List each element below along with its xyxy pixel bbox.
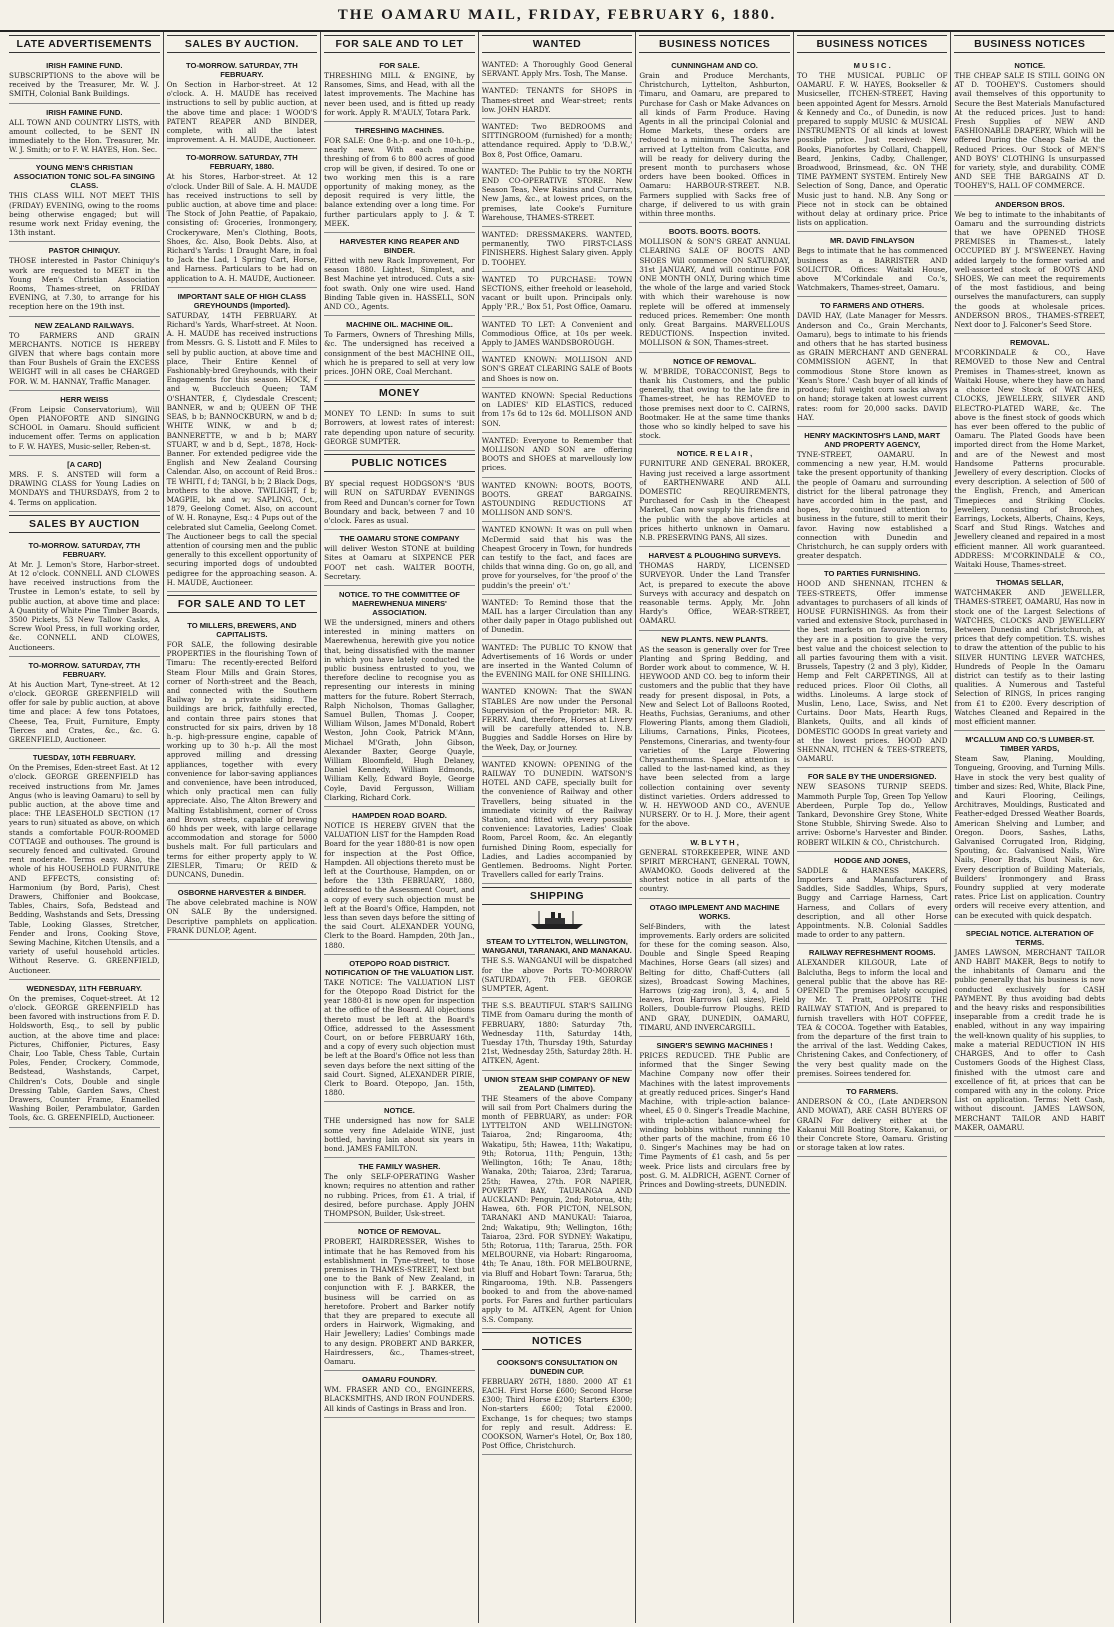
ad-body: NEW SEASONS TURNIP SEEDS. Mammoth Purple Top, Green Top Yellow Aberdeen, Purple Top do., Yellow Tankard, Devonshire Grey Stone, White Stone Stubble, Shirving Swede. Also to arrive: Osborne's Harvester and Binder. ROBERT WILKIN & CO., Christchurch. xyxy=(796,782,948,847)
advertisement xyxy=(482,478,633,523)
ad-title: TO MILLERS, BREWERS, AND CAPITALISTS. xyxy=(187,620,297,639)
section-header: BUSINESS NOTICES xyxy=(954,35,1105,53)
ad-body: WATCHMAKER AND JEWELLER, THAMES-STREET, OAMARU, Has now in stock one of the Largest Selections of WATCHES, CLOCKS AND JEWELLERY Between Dunedin and Christchurch, at prices that defy competition. T.S. wishes to draw the attention of the public to his SILVER HUNTING LEVER WATCHES, Hundreds of People In the Oamaru district can testify as to their lasting qualities. A Numerous and Tasteful Selection of RINGS, In prices ranging from £1 to £200. Every description of Watches Cleaned and Repaired in the most efficient manner. xyxy=(954,588,1106,726)
ad-body: WE the undersigned, miners and others interested in mining matters on Maerewhenua, herewith give you notice that, being dissatisfied with the manner in which you have lately conducted the public business entrusted to you, we therefore decline to recognise you as representing our interests in mining matters for the future. Robert Sterrach, Ralph Nicholson, Thomas Gallagher, Samuel Bullen, Thomas J. Cooper, William Wilson, James M'Donald, Robert Weston, John Cook, Patrick M'Ann, Michael M'Grath, John Gibson, Alexander Baxter, George Quayle, William Bloomfield, Hugh Delaney, Daniel Kennedy, William Edmonds, William Kelly, Edward Boyle, George Coyle, David Fergusson, William Clarking, Richard Cork. xyxy=(324,617,475,802)
advertisement xyxy=(954,574,1105,731)
ad-title: HARVESTER KING REAPER AND BINDER. xyxy=(339,237,460,256)
ad-title: BOOTS. BOOTS. BOOTS. xyxy=(668,227,761,237)
column-2 xyxy=(164,32,322,1623)
ad-body: Steam Saw, Planing, Moulding, Tongueing, Grooving, and Turning Mills. Have in stock the very best quality of timber and sizes: Red, White, Black Pine, and Kauri Flooring, Ceilings, Architraves, Mouldings, Rusticated and Feather-edged Dressed Weather Boards, American Shelving and Lumber, and Oregon. Doors, Sashes, Laths, Galvanised Corrugated Iron, Ridging, Spouting, &c. Galvanised Nails, Wire Nails, Floor Brads, Clout Nails, &c. Every description of Building Materials, Builders' Ironmongery and Brass Foundry supplied at very moderate rates. Price List on application. Country orders will receive every attention, and can be executed with quick despatch. xyxy=(954,754,1106,920)
ad-body: On the Premises, Eden-street East. At 12 o'clock. GEORGE GREENFIELD has received instructions from Mr. James Angus (who is leaving Oamaru) to sell by public auction, at the above time and place: THE LEASEHOLD SECTION (17 years to run) situated as above, on which stands a comfortable FOUR-ROOMED COTTAGE and outhouses. The ground is securely fenced and cultivated. Ground rent moderate. Terms easy. Also, the whole of his HOUSEHOLD FURNITURE AND EFFECTS, consisting of: Harmonium (by Bord, Paris), Chest Drawers, Chiffonier and Bookcase, Tables, Chairs, Sofa, Bedstead and Bedding, Washstands and Sets, Dressing Table, Looking Glasses, Stretcher, Fender and Irons, Cooking Stove, Sewing Machine, Kitchen Utensils, and a variety of useful household articles. Without Reserve. G. GREENFIELD, Auctioneer. xyxy=(9,763,160,975)
ad-title: NOTICE OF REMOVAL. xyxy=(673,356,757,366)
ad-title: TUESDAY, 10TH FEBRUARY. xyxy=(32,753,136,763)
advertisement xyxy=(9,391,160,456)
ad-title: IRISH FAMINE FUND. xyxy=(46,61,123,70)
ad-title: TO FARMERS. xyxy=(846,1087,899,1097)
advertisement xyxy=(324,1158,475,1223)
advertisement xyxy=(482,933,633,998)
ad-title: OTEPOPO ROAD DISTRICT. NOTIFICATION OF THE VALUATION LIST. xyxy=(325,958,474,977)
column-1 xyxy=(6,32,164,1623)
ad-title: OAMARU FOUNDRY. xyxy=(362,1375,437,1385)
ad-body: ANDERSON & CO., (Late ANDERSON AND MOWAT), ARE CASH BUYERS OF GRAIN For delivery either at the Kakanui Mill Boating Store, Kakanui, or their Concrete Store, Oamaru. Gristing or storage taken at low rates. xyxy=(796,1097,948,1153)
ad-body: At his Auction Mart, Tyne-street. At 12 o'clock. GEORGE GREENFIELD will offer for sale by public auction, at above time and place: A few tons Potatoes, Cheese, Tea, Fruit, Furniture, Empty Tierces and Crates, &c., &c. G. GREENFIELD, Auctioneer. xyxy=(9,679,160,744)
ad-body: On Section in Harbor-street. At 12 o'clock. A. H. MAUDE has received instructions to sell by public auction, at the above time and place: 1 WOOD'S PATENT REAPER AND BINDER, complete, with all the latest improvement. A. H. MAUDE, Auctioneer. xyxy=(166,80,318,145)
ad-body: NOTICE IS HEREBY GIVEN that the VALUATION LIST for the Hampden Road Board for the year 1880-81 is now open for inspection at the Post Office, Hampden. All objections thereto must be left at the Courthouse, Hampden, on or before the 13th FEBRUARY, 1880, addressed to the Assessment Court, and a copy of every such objection must be left at the Board's Office, Hampden, not less than seven days before the sitting of the said Court. ALEXANDER YOUNG, Clerk to the Board. Hampden, 20th Jan., 1880. xyxy=(324,820,475,950)
ad-body: WANTED: Two BEDROOMS and SITTINGROOM (furnished) for a month; attendance required. Apply to 'D.B.W.,' Box 8, Post Office, Oamaru. xyxy=(481,122,633,159)
column-6 xyxy=(794,32,952,1623)
ad-body: WANTED KNOWN: OPENING of the RAILWAY TO DUNEDIN. WATSON'S HOTEL AND CAFE, specially built for the convenience of Railway and other Travellers, being situated in the immediate vicinity of the Railway Station, and fitted with every possible convenience: Lavatories, Ladies' Cloak Room, Parcel Room, &c. An elegantly furnished Dining Room, especially for Ladies, and Ladies accompanied by Gentlemen. Bedrooms. Night Porter. Travellers called for early Trains. xyxy=(481,759,633,880)
ad-title: COOKSON'S CONSULTATION ON DUNEDIN CUP. xyxy=(496,1357,618,1376)
advertisement xyxy=(639,1037,790,1194)
ad-title: W. B L Y T H , xyxy=(690,837,739,847)
ad-body: WANTED: To Remind those that the MAIL has a larger Circulation than any other daily paper in Otago published out of Dunedin. xyxy=(481,597,633,635)
ad-title: THRESHING MACHINES. xyxy=(354,126,445,136)
ad-body: WANTED KNOWN: That the SWAN STABLES Are now under the Personal Supervision of the Proprietor: MR. R. FERRY. And, therefore, Horses at Livery will be carefully attended to. N.B. Buggies and Saddle Horses on Hire by the Week, Day, or Journey. xyxy=(481,687,633,752)
section-header: NOTICES xyxy=(482,1332,633,1350)
ad-title: HERR WEISS xyxy=(60,394,109,404)
advertisement xyxy=(9,537,160,657)
ad-body: Self-Binders, with the latest improvements. Early orders are solicited for these for the coming season. Also, Double and Single Speed Reaping Machines, Horse Gears (all sizes) and Belting for ditto, Chaff-Cutters (all sizes), Broadcast Sowing Machines, Harrows (zig-zag iron), 3, 4, and 5 leaves, Iron Harrows (all sizes), Field Rollers, Double-furrow Ploughs. REID AND GRAY, DUNEDIN, OAMARU, TIMARU, AND INVERCARGILL. xyxy=(639,921,790,1032)
advertisement xyxy=(9,317,160,391)
column-5 xyxy=(636,32,794,1623)
advertisement xyxy=(482,1354,633,1456)
ad-title: M U S I C . xyxy=(853,61,891,70)
advertisement xyxy=(954,925,1105,1137)
ad-body: THOSE interested in Pastor Chiniquy's work are requested to MEET in the Young Men's Christian Association Rooms, Thames-street, on FRIDAY EVENING, at 7.30, to arrange for his reception here on the 19th inst. xyxy=(9,256,160,312)
advertisement xyxy=(797,944,948,1083)
ad-body: THOMAS HARDY, LICENSED SURVEYOR. Under the Land Transfer Act, is prepared to execute the above Surveys with accuracy and despatch on reasonable terms. Apply, Mr. John Hardy's Office, WEAR-STREET, OAMARU. xyxy=(639,561,790,626)
ad-body: The above celebrated machine is NOW ON SALE By the undersigned. Descriptive pamphlets on application. FRANK DUNLOP, Agent. xyxy=(166,898,318,935)
ad-body: WANTED: Everyone to Remember that MOLLISON AND SON are offering BOOTS and SHOES at marvellously low prices. xyxy=(481,435,633,473)
ad-body: To Farmers, Owners of Threshing Mills, &c. The undersigned has received a consignment of the best MACHINE OIL, which he is prepared to sell at very low prices. JOHN ORE, Coal Merchant. xyxy=(324,330,475,377)
column-7 xyxy=(951,32,1108,1623)
columns-container xyxy=(6,32,1108,1623)
ad-body: THE Steamers of the above Company will sail from Port Chalmers during the month of FEBRUARY, as under: FOR LYTTELTON AND WELLINGTON: Taiaroa, 2nd; Ringarooma, 4th; Wakatipu, 5th; Hawea, 11th; Wakatipu, 9th; Rotorua, 11th; Penguin, 13th; Wellington, 16th; Te Anau, 18th; Wanaka, 20th; Taiaroa, 23rd; Tararua, 25th; Hawea, 27th. FOR NAPIER, POVERTY BAY, TAURANGA AND AUCKLAND: Penguin, 2nd; Rotorua, 4th; Hawea, 6th. FOR PICTON, NELSON, TARANAKI AND MANUKAU: Taiaroa, 2nd; Wakatipu, 9th; Wellington, 16th; Taiaroa, 23rd. FOR SYDNEY: Wakatipu, 5th; Rotorua, 11th; Tararua, 25th. FOR MELBOURNE, via Hobart: Ringarooma, 4th; Te Anau, 18th. FOR MELBOURNE, via Bluff and Hobart Town: Tararua, 5th; Ringarooma, 19th. N.B. Passengers booked to and from the above-named ports. For Fares and further particulars apply to M. AITKEN, Agent for Union S.S. Company. xyxy=(481,1093,633,1324)
advertisement xyxy=(639,631,790,834)
advertisement xyxy=(482,433,633,478)
ad-body: Fitted with new Rack Improvement, For season 1880. Lightest, Simplest, and Best Machine yet introduced. Cuts a six-foot swath. Only one wire used. Hand Binding Table given in. HASSELL, SON AND CO., Agents. xyxy=(324,256,475,312)
ad-title: NOTICE OF REMOVAL. xyxy=(357,1227,441,1237)
ad-title: TO-MORROW. SATURDAY, 7TH FEBRUARY, 1880. xyxy=(186,153,298,172)
ad-title: THOMAS SELLAR, xyxy=(996,578,1064,588)
section-header: LATE ADVERTISEMENTS xyxy=(9,35,160,53)
ad-body: THE undersigned has now for SALE some very fine Adelaide WINE, just bottled, having lain about six years in bond. JAMES FAMILTON. xyxy=(324,1116,475,1154)
ad-body: will deliver Weston STONE at building Sites at Oamaru at SIXPENCE PER FOOT net cash. WALTER BOOTH, Secretary. xyxy=(324,544,475,581)
advertisement xyxy=(639,834,790,899)
advertisement xyxy=(324,1102,475,1158)
ad-title: REMOVAL. xyxy=(1010,338,1050,348)
advertisement xyxy=(482,388,633,433)
advertisement xyxy=(482,640,633,685)
advertisement xyxy=(639,57,790,223)
section-header: BUSINESS NOTICES xyxy=(797,35,948,53)
advertisement xyxy=(482,595,633,640)
ad-body: W. M'BRIDE, TOBACCONIST, Begs to thank his Customers, and the public generally, that owing to the late fire in Thames-street, he has REMOVED to those premises next door to C. CAIRNS, Bootmaker. He at the same time thanks those who so kindly helped to save his stock. xyxy=(639,366,790,441)
advertisement xyxy=(9,749,160,980)
advertisement xyxy=(167,617,318,884)
ad-body: WANTED KNOWN: Special Reductions on LADIES' KID ELASTICS, reduced from 17s 6d to 12s 6d. MOLLISON AND SON. xyxy=(481,390,633,428)
advertisement xyxy=(167,288,318,592)
ad-body: At his Stores, Harbor-street. At 12 o'clock. Under Bill of Sale. A. H. MAUDE has received instructions to sell by public auction, at above time and place: The Stock of John Peattie, of Papakaio, consisting of: Groceries, Ironmongery, Crockeryware, Men's Clothing, Boots, Shoes, &c. Also, Book Debts. Also, at Richard's Yards: 1 Draught Mare, in foal to Jack the Lad, 1 Spring Cart, Horse, and Harness. Particulars to be had on application to A. H. MAUDE, Auctioneer. xyxy=(166,172,318,283)
ad-body: WANTED: The PUBLIC TO KNOW that Advertisements of 16 Words or under are inserted in the Wanted Column of the EVENING MAIL for ONE SHILLING. xyxy=(481,642,633,680)
advertisement xyxy=(167,149,318,287)
advertisement xyxy=(482,522,633,594)
ad-body: SATURDAY, 14TH FEBRUARY. At Richard's Yards, Wharf-street. At Noon. A. H. MAUDE has received instructions from Messrs. G. S. Listott and F. Miles to sell by public auction, at above time and place, Their Entire Kennel of Fashionably-bred Greyhounds, with their Engagements for this season. HOCK, f and w, Buccleuch Queen; TAM O'SHANTER, f, Clydesdale Crescent; BANNER, w and b; QUEEN OF THE SEAS, b b; BANNOCKBURN, w and b d; WHITE WINK, w and b d; BANNERETTE, w and b b; MARY STUART, w and b d, Sept., 1878, Hock-Banner. For extended pedigree vide the English and New Zealand Coursing Calendar. Also, on account of Reid Bros.: TE WHITI, f d; TANGI, b b; 2 Black Dogs, brothers to the above. TWILIGHT, f b; MAGPIE, bk and w; SAPLING, Oct., 1879, Geelong Comet. Also, on account of W. H. Ronayne, Esq.: 4 Pups out of the celebrated slut Camelia, Geelong Comet. The Auctioneer begs to call the special attention of coursing men and the public generally to this excellent opportunity of securing imported dogs of undoubted pedigree for the approaching season. A. H. MAUDE, Auctioneer. xyxy=(166,310,318,587)
advertisement xyxy=(482,57,633,83)
advertisement xyxy=(954,731,1105,925)
ad-title: HENRY MACKINTOSH'S LAND, MART AND PROPERTY AGENCY, xyxy=(804,430,941,449)
advertisement xyxy=(324,1223,475,1371)
ad-body: The only SELF-OPERATING Washer known; requires no attention and rather no rubbing. Prices, from £1. A trial, if desired, before purchase. Apply JOHN THOMPSON, Builder, Usk-street. xyxy=(324,1172,475,1219)
section-header: MONEY xyxy=(324,384,475,402)
section-header: BUSINESS NOTICES xyxy=(639,35,790,53)
ad-body: THE CHEAP SALE IS STILL GOING ON AT D. TOOHEY'S. Customers should avail themselves of this opportunity to Secure the Best Materials Manufactured At the reduced prices. Just to hand: Fresh Supplies of NEW AND FASHIONABLE DRAPERY, Which will be offered During the Cheap Sale At the Reduced Prices. Our Stock of MEN'S AND BOYS' CLOTHING Is unsurpassed for variety, style, and durability. COME AND SEE THE BARGAINS AT D. TOOHEY'S, HALL OF COMMERCE. xyxy=(954,71,1106,191)
advertisement xyxy=(482,227,633,272)
ad-body: MRS. F. S. ANSTED will form a DRAWING CLASS for Young Ladies on MONDAYS and THURSDAYS, from 2 to 4. Terms on application. xyxy=(9,469,160,507)
ad-body: WANTED: The Public to try the NORTH END CO-OPERATIVE STORE. New Season Teas, New Raisins and Currants, New Jams, &c., at lowest prices, on the premises, late Cooke's Furniture Warehouse, THAMES-STREET. xyxy=(481,166,633,222)
ad-body: MONEY TO LEND: In sums to suit Borrowers, at lowest rates of interest: rate depending upon nature of security. GEORGE SUMPTER. xyxy=(324,409,475,446)
ad-title: NOTICE. xyxy=(1014,61,1046,70)
ad-body: THE S.S. BEAUTIFUL STAR'S SAILING TIME from Oamaru during the month of FEBRUARY, 1880: Saturday 7th, Wednesday 11th, Saturday 14th, Tuesday 17th, Thursday 19th, Saturday 21st, Wednesday 25th, Saturday 28th. H. AITKEN, Agent. xyxy=(481,1001,633,1066)
section-header: WANTED xyxy=(482,35,633,53)
advertisement xyxy=(324,1371,475,1418)
advertisement xyxy=(797,565,948,768)
advertisement xyxy=(482,119,633,164)
advertisement xyxy=(482,998,633,1070)
ad-title: CUNNINGHAM AND CO. xyxy=(671,61,758,70)
ad-title: IRISH FAMINE FUND. xyxy=(46,107,123,117)
ad-title: SINGER'S SEWING MACHINES ! xyxy=(656,1041,773,1051)
advertisement xyxy=(797,297,948,426)
ad-body: WM. FRASER AND CO., ENGINEERS, BLACKSMITHS, AND IRON FOUNDERS. All kinds of Castings in Brass and Iron. xyxy=(324,1385,475,1413)
advertisement xyxy=(324,57,475,122)
ad-body: THE S.S. WANGANUI will be dispatched for the above Ports TO-MORROW (SATURDAY), 7th FEB. GEORGE SUMPTER, Agent. xyxy=(481,956,633,994)
advertisement xyxy=(797,1083,948,1157)
ad-body: JAMES LAWSON, MERCHANT TAILOR AND HABIT MAKER, Begs to notify to the inhabitants of Oamaru and the public generally that his business is now conducted exclusively for CASH PAYMENT. By thus avoiding bad debts and the heavy risks and responsibilities inseparable from a credit trade he is enabled, without in any way impairing the well-known quality of his supplies, to make a material REDUCTION IN HIS CHARGES, And to offer to Cash Customers Goods of the Highest Class, finished with the utmost care and excellence of fit, at prices that can be compared with any in the colony. Price List on application. Terms: Nett Cash, without discount. JAMES LAWSON, MERCHANT TAILOR AND HABIT MAKER, OAMARU. xyxy=(954,947,1106,1132)
advertisement xyxy=(167,57,318,149)
ad-body: FOR SALE, the following desirable PROPERTIES in the flourishing Town of Timaru: The recently-erected Belford Steam Flour Mills and Grain Stores, corner of North-street and the Beach, and connected with the Southern Railway by a private siding. The buildings are brick, faithfully erected, and contain three pairs stones that constructed for six pairs, driven by 18 h.-p. high-pressure engine, capable of working up to 30 h.-p. All the most approved milling and dressing appliances, together with every convenience for labor-saving appliances and convenience, have been introduced, which only practical men can fully appreciate. Also, The Alton Brewery and Malting Establishment, corner of Cross and Brown streets, capable of brewing 60 hhds per week, with large cellarage accommodation and storage for 5000 bushels malt. For full particulars and terms for either property apply to W. ZIESLER, Timaru; Or REID & DUNCANS, Dunedin. xyxy=(166,639,318,880)
ad-body: We beg to intimate to the inhabitants of Oamaru and the surrounding districts that we have OPENED THOSE PREMISES in Thames-st., lately OCCUPIED BY J. M'SWEENEY. Having added largely to the former varied and well-assorted stock of BOOTS AND SHOES, We can meet the requirements of the most fastidious, and being ourselves the manufacturers, can supply the goods at wholesale prices. ANDERSON BROS., THAMES-STREET, Next door to J. Falconer's Seed Store. xyxy=(954,209,1106,330)
ad-body: TYNE-STREET, OAMARU. In commencing a new year, H.M. would take the present opportunity of thanking the people of Oamaru and surrounding district for the liberal patronage they have accorded him in the past, and hopes, by continued attention to business in the future, still to merit their favor. Having now established a connection with Dunedin and Christchurch, he can supply orders with greater despatch. xyxy=(796,449,948,561)
ad-title: TO FARMERS AND OTHERS. xyxy=(820,301,925,311)
advertisement xyxy=(9,159,160,242)
ad-title: HARVEST & PLOUGHING SURVEYS. xyxy=(648,551,781,561)
ad-title: RAILWAY REFRESHMENT ROOMS. xyxy=(808,948,936,958)
advertisement xyxy=(639,223,790,352)
ad-body: AS the season is generally over for Tree Planting and Spring Bedding, and Border work about to commence, W. H. HEYWOOD AND CO. beg to inform their customers and the public that they have ready for present disposal, in Pots, a New and Select Lot of Balloons Rooted, Heaths, Fuchsias, Geraniums, and other Flowering Plants, among them Gladioli, Liliums, Carnations, Pinks, Picotees, Penstemons, Cinerarias, and twenty-four varieties of the Large Flowering Chrysanthemums. Special attention is called to the last-named kind, as they have been selected from a large collection containing over seventy distinct varieties. Orders addressed to W. H. HEYWOOD AND CO., AVENUE NURSERY. Or to H. J. More, their agent for the above. xyxy=(639,644,790,829)
ad-title: WEDNESDAY, 11TH FEBRUARY. xyxy=(26,983,143,993)
ad-body: TO THE MUSICAL PUBLIC OF OAMARU. F. W. HAYES, Bookseller & Musicseller, ITCHEN-STREET, Having been appointed Agent for Messrs. Arnold & Kennedy and Co., of Dunedin, is now prepared to supply MUSIC & MUSICAL INSTRUMENTS Of all kinds at lowest possible price. Just received: New Books, Pianofortes by Collard, Chappell, Beard, Jenkins, Cadby, Challenger, Broadwood, Brinsmead, &c. ON THE TIME PAYMENT SYSTEM. Entirely New Selection of Song, Dance, and Operatic Music just to hand. N.B. Any Song or Piece not in stock can be obtained without delay at ordinary price. Price lists on application. xyxy=(796,71,948,228)
advertisement xyxy=(482,317,633,353)
ad-body: WANTED TO PURCHASE: TOWN SECTIONS, either freehold or leasehold, vacant or built upon. Principals only. Apply 'P.R.,' Box 51, Post Office, Oamaru. xyxy=(481,274,633,312)
advertisement xyxy=(954,334,1105,574)
advertisement xyxy=(482,757,633,885)
ad-body: THRESHING MILL & ENGINE, by Ransomes, Sims, and Head, with all the latest improvements. The Machine has never been used, and is fitted up ready for work. Apply R. M'AULY, Totara Park. xyxy=(324,71,475,117)
ad-body: FOR SALE: One 8-h.-p. and one 10-h.-p., nearly new. With each machine threshing of from 6 to 800 acres of good crop will be given, if desired. To one or two working men this is a rare opportunity of making money, as the deposit required is very little, the balance extending over a long time. For further particulars apply to J. & T. MEEK. xyxy=(324,136,475,228)
ad-title: SPECIAL NOTICE. ALTERATION OF TERMS. xyxy=(965,928,1094,947)
ad-body: TAKE NOTICE: The VALUATION LIST for the Otepopo Road District for the year 1880-81 is now open for inspection at the office of the Board. All objections thereto must be left at the Board's Office, addressed to the Assessment Court, on or before FEBRUARY 16th, and a copy of every such objection must be left at the Board's Office not less than seven days before the next sitting of the said Court. Signed, ALEXANDER PIRIE, Clerk to Board. Otepopo, Jan. 15th, 1880. xyxy=(324,977,475,1098)
ad-title: IMPORTANT SALE OF HIGH CLASS GREYHOUNDS (Imported). xyxy=(177,291,307,310)
advertisement xyxy=(482,272,633,317)
ad-body: WANTED: TENANTS for SHOPS in Thames-street and Wear-street; rents low. JOHN HARDY. xyxy=(481,86,633,114)
ad-body: ALEXANDER KILGOUR, Late of Balclutha, Begs to inform the local and general public that the above has RE-OPENED The premises lately occupied by Mr. T. Pratt, OPPOSITE THE RAILWAY STATION, And is prepared to furnish travellers with HOT COFFEE, TEA & COCOA. Together with Eatables, from the departure of the first train to the arrival of the last. Wedding Cakes, Christening Cakes, and Confectionery, of the very best quality made on the premises. Soirees tendered for. xyxy=(796,958,948,1078)
ad-body: BY special request HODGSON'S 'BUS will RUN on SATURDAY EVENINGS from Reed and Duncan's corner for Town Boundary and back, between 7 and 10 o'clock. Fares as usual. xyxy=(324,479,475,525)
ad-title: YOUNG MEN'S CHRISTIAN ASSOCIATION TONIC SOL-FA SINGING CLASS. xyxy=(13,163,156,191)
section-header: FOR SALE AND TO LET xyxy=(167,595,318,613)
masthead: THE OAMARU MAIL, FRIDAY, FEBRUARY 6, 1880. xyxy=(0,0,1114,32)
advertisement xyxy=(324,807,475,955)
ad-title: NOTICE. TO THE COMMITTEE OF MAEREWHENUA MINERS' ASSOCIATION. xyxy=(338,589,460,617)
ad-body: Begs to intimate that he has commenced business as a BARRISTER AND SOLICITOR. Offices: Waitaki House, above M'Corkindale and Co.'s, Watchmakers, Thames-street, Oamaru. xyxy=(796,246,948,293)
ad-body: WANTED: DRESSMAKERS. WANTED, permanently, TWO FIRST-CLASS FINISHERS. Highest Salary given. Apply D. TOOHEY. xyxy=(481,230,633,267)
ad-body: TO FARMERS AND GRAIN MERCHANTS. NOTICE IS HEREBY GIVEN that where bags contain more than Four Bushels of Grain the EXCESS WEIGHT will in all cases be CHARGED FOR. W. M. HANNAY, Traffic Manager. xyxy=(9,330,160,386)
ad-title: HAMPDEN ROAD BOARD. xyxy=(351,810,447,820)
ad-title: [A CARD] xyxy=(67,459,102,469)
ad-body: ALL TOWN AND COUNTRY LISTS, with amount collected, to be SENT IN immediately to the Hon. Treasurer, Mr. W. J. Smith; or to F. W. HAYES, Hon. Sec. xyxy=(9,117,160,155)
advertisement xyxy=(482,1071,633,1329)
ad-body: Grain and Produce Merchants, Christchurch, Lyttelton, Ashburton, Timaru, and Oamaru, are prepared to Purchase for Cash or Make Advances on all kinds of Farm Produce. Having Agents in all the principal Colonial and Home Markets, these orders are reduced to a minimum. The Sacks have arrived at Lyttelton from Calcutta, and will be ready for delivery during the present month to purchasers whose orders have been booked. Offices in Oamaru: HARBOUR-STREET. N.B. Farmers supplied with Sacks free of charge, if delivered to us with grain within three months. xyxy=(639,71,790,219)
advertisement xyxy=(9,980,160,1128)
ad-title: THE OAMARU STONE COMPANY xyxy=(339,534,460,544)
advertisement xyxy=(797,852,948,945)
advertisement xyxy=(324,122,475,233)
ad-body: SADDLE & HARNESS MAKERS, Importers and Manufacturers of Saddles, Side Saddles, Whips, Spurs, Buggy and Carriage Harness, Cart Harness, and Collars of every description, and all other Horse Appointments. N.B. Colonial Saddles made to order to any pattern. xyxy=(796,865,948,940)
advertisement xyxy=(639,445,790,547)
section-header: FOR SALE AND TO LET xyxy=(324,35,475,53)
ad-body: WANTED KNOWN: MOLLISON AND SON'S GREAT CLEARING SALE of Boots and Shoes is now on. xyxy=(481,355,633,383)
advertisement xyxy=(9,104,160,160)
ad-body: M'CORKINDALE & CO., Have REMOVED to those New and Central Premises in Thames-street, known as Waitaki House, where they have on hand a choice New Stock of WATCHES, CLOCKS, JEWELLERY, SILVER AND ELECTRO-PLATED WARE, &c. The above is the finest stock of goods which has ever been offered to the public of Oamaru. The Plated Goods have been imported direct from the Home Market, and are of the Newest and most Handsome Patterns procurable. Jewellery of every description. Clocks of every description. A selection of 500 of the English, French, and American Timepieces and Striking Clocks. Jewellery, consisting of Brooches, Earrings, Lockets, Alberts, Chains, Keys, Scarf and Stud Rings. Watches and Jewellery cleaned and repaired in a most efficient manner. All work guaranteed. ADDRESS: M'CORKINDALE & CO., Waitaki House, Thames-street. xyxy=(954,348,1106,569)
advertisement xyxy=(167,884,318,940)
ad-body: WANTED KNOWN: It was on pull when McDermid said that his was the Cheapest Grocery in Town, for hundreds can testify to the fact, and faces are childs that winna ding. Go on, go all, and prove for yourselves, for 'the proof o' the puddin's the preein' o't.' xyxy=(481,525,633,590)
ad-body: THIS CLASS WILL NOT MEET THIS (FRIDAY) EVENING, owing to the rooms being otherwise engaged; but will resume work next Friday evening, the 13th instant. xyxy=(9,191,160,238)
advertisement xyxy=(797,768,948,851)
ad-title: NEW PLANTS. NEW PLANTS. xyxy=(661,634,768,644)
advertisement xyxy=(9,456,160,512)
advertisement xyxy=(324,955,475,1103)
ad-title: TO-MORROW. SATURDAY, 7TH FEBRUARY. xyxy=(28,540,141,559)
ad-title: STEAM TO LYTTELTON, WELLINGTON, WANGANUI, TARANAKI, AND MANAKAU. xyxy=(482,937,632,956)
ad-body: SUBSCRIPTIONS to the above will be received by the Treasurer, Mr. W. J. SMITH, Colonial Bank Buildings. xyxy=(9,71,160,99)
ad-body: FEBRUARY 26TH, 1880. 2000 AT £1 EACH. First Horse £600; Second Horse £300; Third Horse £200; Starters £300; Non-starters £600; Total £2000. Exchange, 1s for cheques; two stamps for reply and result. Address: E. COOKSON, Warner's Hotel, Or, Box 180, Post Office, Christchurch. xyxy=(481,1376,633,1451)
ad-title: THE FAMILY WASHER. xyxy=(358,1162,441,1172)
ad-body: WANTED TO LET: A Convenient and Commodious Office, at 10s per week. Apply to JAMES WANDSBOROUGH. xyxy=(481,319,633,348)
ad-title: NEW ZEALAND RAILWAYS. xyxy=(34,320,134,330)
ad-title: FOR SALE. xyxy=(379,61,420,70)
advertisement xyxy=(324,586,475,807)
advertisement xyxy=(9,242,160,316)
section-header: SALES BY AUCTION xyxy=(9,515,160,533)
advertisement xyxy=(639,353,790,446)
advertisement xyxy=(324,476,475,530)
ad-title: M'CALLUM AND CO.'S LUMBER-ST. TIMBER YARDS, xyxy=(965,735,1095,754)
advertisement xyxy=(797,427,948,565)
ad-title: OTAGO IMPLEMENT AND MACHINE WORKS. xyxy=(649,902,780,921)
ad-body: At Mr. J. Lemon's Store, Harbor-street. At 12 o'clock. CONNELL AND CLOWES have received instructions from the Trustee in Lemon's estate, to sell by public auction, at above time and place: A Quantity of White Pine Timber Boards, 3500 Pickets, 53 New Tallow Casks, A Screw Wool Press, in full working order, &c. CONNELL AND CLOWES, Auctioneers. xyxy=(9,559,160,652)
advertisement xyxy=(324,316,475,381)
ad-body: DAVID HAY, (Late Manager for Messrs. Anderson and Co., Grain Merchants, Oamaru), begs to intimate to his friends and others that he has started business as GRAIN MERCHANT AND GENERAL COMMISSION AGENT, In that commodious Stone Store known as 'Kean's Store.' Cash buyer of all kinds of produce; full weight corn sacks always on hand; storage taken at lowest current rates: room for 20,000 sacks. DAVID HAY. xyxy=(796,311,948,422)
steamship-icon xyxy=(482,909,633,931)
ad-body: On the premises, Coquet-street. At 12 o'clock. GEORGE GREENFIELD has been favored with instructions from F. D. Holdsworth, Esq., to sell by public auction, at the above time and place: Pictures, Chiffonier, Pictures, Easy Chair, Loo Table, Chess Table, Curtain Poles, Fender, Crockery, Commode, Bedstead, Washstands, Carpet, Children's Cots, Double and single Dressing Table, Garden Saws, Chest Drawers, Counter Frame, Enamelled Washing Boiler, Perambulator, Garden Tools, &c. G. GREENFIELD, Auctioneer. xyxy=(9,993,160,1123)
ad-body: MOLLISON & SON'S GREAT ANNUAL CLEARING SALE OF BOOTS AND SHOES Will commence ON SATURDAY, 31st JANUARY, And will continue FOR ONE MONTH ONLY, During which time the whole of the large and varied Stock with which their warehouse is now replete will be offered at immensely reduced prices. Remember: One month only. Great Bargains. MARVELLOUS REDUCTIONS. Inspection invited. MOLLISON & SON, Thames-street. xyxy=(639,237,790,348)
ad-title: UNION STEAM SHIP COMPANY OF NEW ZEALAND (LIMITED). xyxy=(484,1074,630,1093)
advertisement xyxy=(639,547,790,630)
ad-body: FURNITURE AND GENERAL BROKER, Having just received a large assortment of EARTHENWARE AND ALL DOMESTIC REQUIREMENTS, Purchased for Cash in the Cheapest Market, Can now supply his friends and the public with the above articles at prices hitherto unknown in Oamaru. N.B. PRESERVING PANS, All sizes. xyxy=(639,459,790,542)
advertisement xyxy=(954,196,1105,335)
advertisement xyxy=(482,164,633,227)
advertisement xyxy=(797,57,948,232)
section-header: PUBLIC NOTICES xyxy=(324,454,475,472)
advertisement xyxy=(954,57,1105,196)
ad-body: (From Leipsic Conservatorium), Will Open PIANOFORTE AND SINGING SCHOOL in Oamaru. Should sufficient inducement offer. Terms on application to F. W. HAYES, Music-seller, Reben-st. xyxy=(9,404,160,451)
ad-title: PASTOR CHINIQUY. xyxy=(48,246,121,256)
advertisement xyxy=(324,406,475,451)
advertisement xyxy=(639,899,790,1037)
advertisement xyxy=(482,352,633,388)
ad-body: WANTED: A Thoroughly Good General SERVANT. Apply Mrs. Tosh, The Manse. xyxy=(481,60,633,79)
advertisement xyxy=(482,684,633,756)
ad-body: PROBERT, HAIRDRESSER, Wishes to intimate that he has Removed from his establishment in Tyne-street, to those premises in THAMES-STREET, Next but one to the Bank of New Zealand, in conjunction with F. J. BARKER, the business will be carried on as heretofore. Probert and Barker notify that they are prepared to execute all orders in Hairwork, Wigmaking, and Hair Jewellery; Ladies' Combings made to any design. PROBERT AND BARKER, Hairdressers, &c., Thames-street, Oamaru. xyxy=(324,1237,475,1366)
advertisement xyxy=(324,530,475,586)
ad-title: TO-MORROW. SATURDAY, 7TH FEBRUARY. xyxy=(28,660,141,679)
ad-title: HODGE AND JONES, xyxy=(834,855,911,865)
ad-body: PRICES REDUCED. THE Public are informed that the Singer Sewing Machine Company now offer their Machines with the latest improvements at greatly reduced prices. Singer's Hand Machine, with triple-action balance-wheel, £5 0 0. Singer's Treadle Machine, with triple-action balance-wheel for winding bobbins without running the other parts of the machine, from £6 10 0. Singer's Machines may be had on Time Payments of £1 cash, and 5s per week. Price lists and circulars free by post. G. M. ALDRICH, AGENT. Corner of Princes and Dowling-streets, DUNEDIN. xyxy=(639,1051,790,1189)
ad-title: NOTICE. R E L A I R , xyxy=(676,449,753,459)
advertisement xyxy=(482,83,633,119)
advertisement xyxy=(9,657,160,749)
ad-title: TO PARTIES FURNISHING. xyxy=(824,569,921,579)
ad-title: NOTICE. xyxy=(384,1106,415,1116)
column-3 xyxy=(321,32,479,1623)
ad-body: WANTED KNOWN: BOOTS, BOOTS, BOOTS. GREAT BARGAINS. ASTOUNDING REDUCTIONS AT MOLLISON AND SON'S. xyxy=(481,480,633,518)
section-header: SHIPPING xyxy=(482,887,633,905)
ad-title: TO-MORROW. SATURDAY, 7TH FEBRUARY. xyxy=(186,61,298,79)
ad-body: HOOD AND SHENNAN, ITCHEN & TEES-STREETS, Offer immense advantages to purchasers of all kinds of HOUSE FURNISHINGS. As from their varied and extensive Stock, purchased in the best markets on favourable terms, they are in a position to give the very best value and the choicest selection to all parties favouring them with a visit. Brussels, Tapestry (2 and 3 ply), Kidder, Hemp and Felt CARPETINGS, All at reduced prices. Floor Oil Cloths, all widths. Linoleums. A large stock of Muslin, Leno, Lace, Swiss, and Net Curtains. Door Mats, Hearth Rugs, Blankets, Quilts, and all kinds of DOMESTIC GOODS In great variety and at the lowest prices. HOOD AND SHENNAN, ITCHEN & TEES-STREETS, OAMARU. xyxy=(796,579,948,764)
ad-body: GENERAL STOREKEEPER, WINE AND SPIRIT MERCHANT, GENERAL TOWN, AWAMOKO. Goods delivered at the shortest notice in all parts of the country. xyxy=(639,847,790,894)
ad-title: MR. DAVID FINLAYSON xyxy=(829,236,915,246)
advertisement xyxy=(9,57,160,104)
advertisement xyxy=(797,232,948,297)
ad-title: FOR SALE BY THE UNDERSIGNED. xyxy=(807,772,937,782)
ad-title: MACHINE OIL. MACHINE OIL. xyxy=(346,320,453,330)
section-header: SALES BY AUCTION. xyxy=(167,35,318,53)
ad-title: ANDERSON BROS. xyxy=(994,199,1065,209)
column-4 xyxy=(479,32,637,1623)
advertisement xyxy=(324,233,475,316)
ad-title: OSBORNE HARVESTER & BINDER. xyxy=(177,888,306,898)
